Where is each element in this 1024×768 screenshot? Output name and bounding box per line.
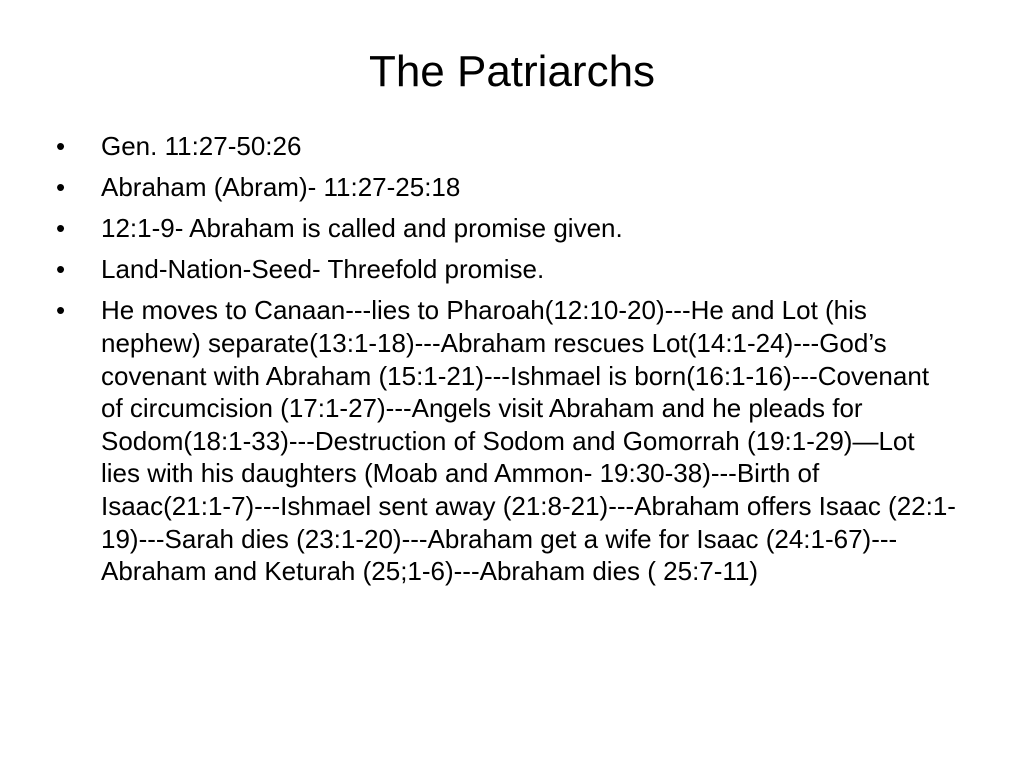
- bullet-item: [56, 212, 956, 245]
- bullet-text: 12:1-9- Abraham is called and promise given.: [101, 213, 623, 244]
- bullet-item: [56, 253, 956, 286]
- slide-title: The Patriarchs: [368, 47, 656, 96]
- bullet-dot-icon: •: [56, 131, 66, 161]
- bullet-dot-icon: •: [56, 295, 66, 326]
- bullet-dot-icon: •: [56, 213, 66, 244]
- bullet-item: [56, 294, 956, 587]
- bullet-text: Land-Nation-Seed- Threefold promise.: [101, 254, 545, 285]
- bullet-dot-icon: •: [56, 254, 66, 285]
- bullet-text: He moves to Canaan---lies to Pharoah(12:10-20)---He and Lot (his nephew) separate(13:1-18)---Abraham rescues Lot(14:1-24)---God’s covenant with Abraham (15:1-21)---Ishmael is born(16:1-16)---Covenant of circumcision (17:1-27)---Angels visit Abraham and he pleads for Sodom(18:1-33)---Destruction of Sodom and Gomorrah (19:1-29)—Lot lies with his daughters (Moab and Ammon- 19:30-38)---Birth of Isaac(21:1-7)---Ishmael sent away (21:8-21)---Abraham offers Isaac (22:1-19)---Sarah dies (23:1-20)---Abraham get a wife for Isaac (24:1-67)---Abraham and Keturah (25;1-6)---Abraham dies ( 25:7-11): [101, 295, 956, 587]
- bullet-text: Gen. 11:27-50:26: [101, 131, 302, 161]
- bullet-dot-icon: •: [56, 172, 66, 203]
- bullet-item: [56, 171, 956, 204]
- bullet-item: [56, 130, 956, 163]
- bullet-text: Abraham (Abram)- 11:27-25:18: [101, 172, 461, 203]
- bullet-list: [56, 130, 956, 596]
